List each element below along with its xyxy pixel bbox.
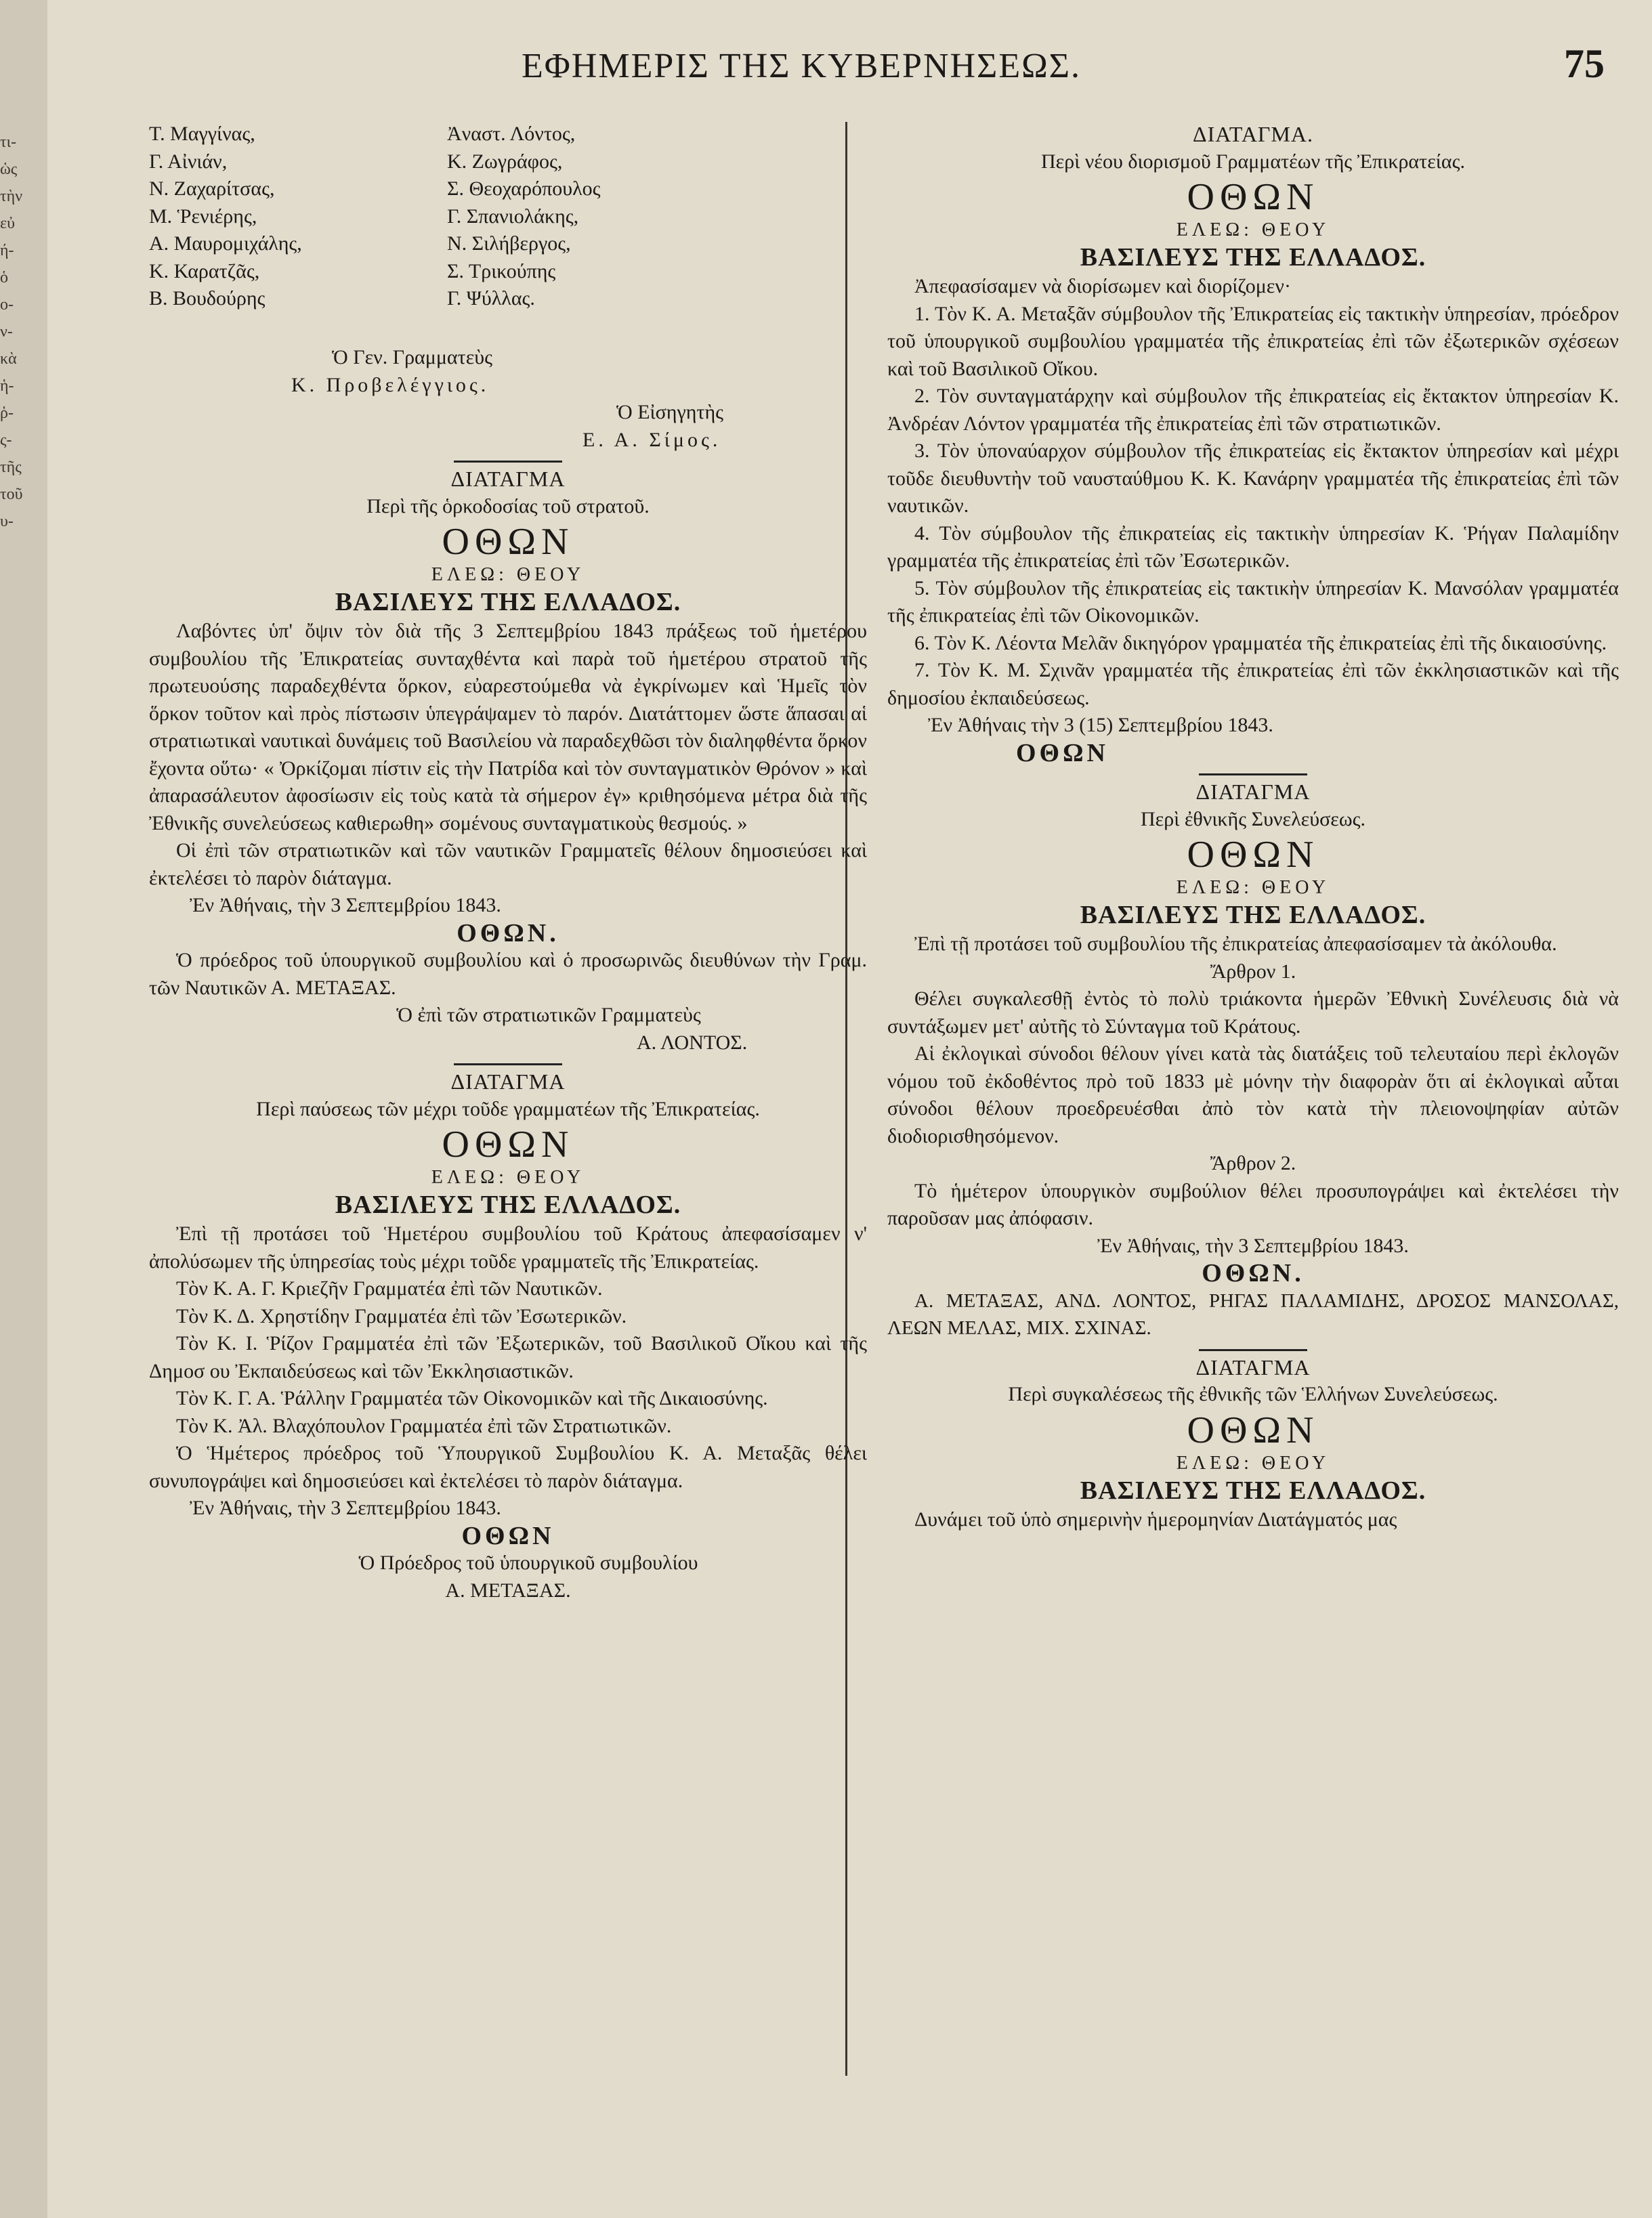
signatory: Α. Μαυρομιχάλης, xyxy=(149,232,302,255)
decree-subject: Περὶ συγκαλέσεως τῆς ἐθνικῆς τῶν Ἑλλήνων Συνελεύσεως. xyxy=(1008,1383,1498,1405)
signatory: Β. Βουδούρης xyxy=(149,287,266,310)
signatory: Κ. Καρατζᾶς, xyxy=(149,259,260,282)
decree-item: 7. Τὸν Κ. Μ. Σχινᾶν γραμματέα τῆς ἐπικρατείας ἐπὶ τῶν ἐκκλησιαστικῶν καὶ τῆς δημοσίου ἐκπαιδεύσεως. xyxy=(887,659,1619,709)
grace-of-god: ΕΛΕΩ: ΘΕΟΥ xyxy=(431,1167,585,1188)
section-rule xyxy=(454,461,562,463)
decree-item: 3. Τὸν ὑποναύαρχον σύμβουλον τῆς ἐπικρατείας εἰς ἔκτακτον ὑπηρεσίαν καὶ μέχρι τοῦδε διευθυντὴν τοῦ ναυσταύθμου Κ. Κ. Κανάρην γραμματέα τῆς ἐπικρατείας ἐπὶ τῶν ναυτικῶν. xyxy=(887,440,1619,517)
newspaper-page xyxy=(47,0,1652,2218)
signatory: Μ. Ῥενιέρης, xyxy=(149,205,257,228)
article-text: Αἱ ἐκλογικαὶ σύνοδοι θέλουν γίνει κατὰ τὰς διατάξεις τοῦ τελευταίου περὶ ἐκλογῶν νόμου τοῦ ἐκδοθέντος πρὸ τοῦ 1833 μὲ μόνην τὴν διαφορὰν ὅτι αἱ ἐκλογικαὶ αὗται σύνοδοι θέλουν προεδρευέσθαι ἀπὸ τὸν κατὰ τὴν πλειονοψηφίαν αὐτῶν διοδιορισθησόμενον. xyxy=(887,1042,1619,1147)
article-heading: Ἄρθρον 2. xyxy=(1210,1152,1296,1174)
decree-date: Ἐν Ἀθήναις, τὴν 3 Σεπτεμβρίου 1843. xyxy=(1097,1234,1409,1257)
grace-of-god: ΕΛΕΩ: ΘΕΟΥ xyxy=(431,564,585,585)
signatory: Κ. Ζωγράφος, xyxy=(447,150,563,173)
countersign-title: Ὁ Πρόεδρος τοῦ ὑπουργικοῦ συμβουλίου xyxy=(358,1552,698,1574)
royal-signature: ΟΘΩΝ. xyxy=(457,918,559,947)
royal-signature: ΟΘΩΝ xyxy=(1016,738,1109,767)
signatories-left xyxy=(149,121,406,313)
signatory: Ἀναστ. Λόντος, xyxy=(447,123,576,145)
signatory: Τ. Μαγγίνας, xyxy=(149,123,255,145)
countersign-title: Ὁ ἐπὶ τῶν στρατιωτικῶν Γραμματεὺς xyxy=(396,1004,701,1026)
decree-item: 6. Τὸν Κ. Λέοντα Μελᾶν δικηγόρον γραμματέα τῆς ἐπικρατείας ἐπὶ τῆς δικαιοσύνης. xyxy=(914,631,1607,654)
king-title: ΒΑΣΙΛΕΥΣ ΤΗΣ ΕΛΛΑΔΟΣ. xyxy=(1080,1476,1426,1505)
rapporteur-title: Ὁ Εἰσηγητὴς xyxy=(616,401,724,423)
king-name: ΟΘΩΝ xyxy=(1187,834,1319,876)
royal-signature: ΟΘΩΝ. xyxy=(1202,1259,1305,1287)
left-column xyxy=(149,121,867,1604)
grace-of-god: ΕΛΕΩ: ΘΕΟΥ xyxy=(1176,877,1330,898)
royal-signature: ΟΘΩΝ xyxy=(461,1521,555,1550)
section-rule xyxy=(1199,1349,1307,1351)
signatories-right xyxy=(447,121,718,313)
decree-heading: ΔΙΑΤΑΓΜΑ. xyxy=(1193,122,1313,146)
decree-intro: Ἐπὶ τῇ προτάσει τοῦ Ἡμετέρου συμβουλίου τοῦ Κράτους ἀπεφασίσαμεν ν' ἀπολύσωμεν τῆς ὑπηρεσίας τοὺς μέχρι τοῦδε γραμματεῖς τῆς Ἐπικρατείας. xyxy=(149,1222,867,1273)
decree-subject: Περὶ τῆς ὁρκοδοσίας τοῦ στρατοῦ. xyxy=(366,494,650,517)
decree-heading: ΔΙΑΤΑΓΜΑ xyxy=(1195,1355,1311,1380)
king-name: ΟΘΩΝ xyxy=(1187,176,1319,218)
decree-subject: Περὶ νέου διορισμοῦ Γραμματέων τῆς Ἐπικρατείας. xyxy=(1041,150,1465,173)
countersignature: Ὁ πρόεδρος τοῦ ὑπουργικοῦ συμβουλίου καὶ ὁ προσωρινῶς διευθύνων τὴν Γραμ. τῶν Ναυτικῶν Α. ΜΕΤΑΞΑΣ. xyxy=(149,949,867,999)
grace-of-god: ΕΛΕΩ: ΘΕΟΥ xyxy=(1176,1452,1330,1474)
king-name: ΟΘΩΝ xyxy=(442,521,574,563)
grace-of-god: ΕΛΕΩ: ΘΕΟΥ xyxy=(1176,219,1330,240)
article-text: Θέλει συγκαλεσθῇ ἐντὸς τὸ πολὺ τριάκοντα ἡμερῶν Ἐθνικὴ Συνέλευσις διὰ νὰ συντάξωμεν μετ' αὐτῆς τὸ Σύνταγμα τοῦ Κράτους. xyxy=(887,987,1619,1038)
rapporteur-name: Ε. Α. Σίμος. xyxy=(583,428,721,451)
countersign-name: Α. ΜΕΤΑΞΑΣ. xyxy=(445,1579,571,1602)
article-heading: Ἄρθρον 1. xyxy=(1210,960,1296,983)
king-title: ΒΑΣΙΛΕΥΣ ΤΗΣ ΕΛΛΑΔΟΣ. xyxy=(1080,243,1426,272)
right-column xyxy=(887,121,1619,1533)
section-rule xyxy=(454,1063,562,1065)
decree-item: 1. Τὸν Κ. Α. Μεταξᾶν σύμβουλον τῆς Ἐπικρατείας εἰς τακτικὴν ὑπηρεσίαν, πρόεδρον τοῦ ὑπουργικοῦ συμβουλίου γραμματέα τῆς ἐπικρατείας ἐπὶ τῶν ἐξωτερικῶν σχέσεων καὶ τοῦ Βασιλικοῦ Οἴκου. xyxy=(887,302,1619,380)
decree-execution: Ὁ Ἡμέτερος πρόεδρος τοῦ Ὑπουργικοῦ Συμβουλίου Κ. Α. Μεταξᾶς θέλει συνυπογράψει καὶ δημοσιεύσει καὶ ἐκτελέσει τὸ παρὸν διάταγμα. xyxy=(149,1442,867,1492)
gutter-text: τι- ὡς τὴν εὐ ή- ὁ ο- ν- κὰ ἡ- ῥ- ς- τῆς τοῦ υ- xyxy=(0,133,23,530)
decree-subject: Περὶ παύσεως τῶν μέχρι τοῦδε γραμματέων τῆς Ἐπικρατείας. xyxy=(256,1097,760,1120)
signatory: Ν. Σιλήβεργος, xyxy=(447,232,571,255)
king-title: ΒΑΣΙΛΕΥΣ ΤΗΣ ΕΛΛΑΔΟΣ. xyxy=(1080,901,1426,929)
decree-date: Ἐν Ἀθήναις τὴν 3 (15) Σεπτεμβρίου 1843. xyxy=(928,714,1273,736)
gen-secretary-name: Κ. Προβελέγγιος. xyxy=(291,373,490,396)
running-header xyxy=(47,41,1652,102)
signatory: Γ. Αἰνιάν, xyxy=(149,150,228,173)
decree-item: 2. Τὸν συνταγματάρχην καὶ σύμβουλον τῆς ἐπικρατείας εἰς ἔκτακτον ὑπηρεσίαν Κ. Ἀνδρέαν Λόντον γραμματέα τῆς ἐπικρατείας ἐπὶ τῶν στρατιωτικῶν. xyxy=(887,385,1619,435)
article-text: Τὸ ἡμέτερον ὑπουργικὸν συμβούλιον θέλει προσυπογράψει καὶ ἐκτελέσει τὴν παροῦσαν μας ἀπόφασιν. xyxy=(887,1179,1619,1229)
section-rule xyxy=(1199,773,1307,775)
decree-heading: ΔΙΑΤΑΓΜΑ xyxy=(450,1069,566,1094)
signatory: Σ. Θεοχαρόπουλος xyxy=(447,177,601,200)
signatories-block xyxy=(149,121,867,344)
signatory: Ν. Ζαχαρίτσας, xyxy=(149,177,275,200)
page-number: 75 xyxy=(1564,41,1605,86)
king-title: ΒΑΣΙΛΕΥΣ ΤΗΣ ΕΛΛΑΔΟΣ. xyxy=(335,588,681,616)
page-title: ΕΦΗΜΕΡΙΣ ΤΗΣ ΚΥΒΕΡΝΗΣΕΩΣ. xyxy=(522,47,1081,85)
decree-body: Λαβόντες ὑπ' ὄψιν τὸν διὰ τῆς 3 Σεπτεμβρίου 1843 πράξεως τοῦ ἡμετέρου συμβουλίου τῆς Ἐπικρατείας συνταχθέντα καὶ παρὰ τοῦ ἡμετέρου στρατοῦ τῆς πρωτευούσης παραδεχθέντα ὅρκον, εὐαρεστούμεθα νὰ ἐγκρίνωμεν καὶ Ἡμεῖς τὸν ὅρκον τοῦτον καὶ πρὸς πίστωσιν ὑπεγράψαμεν τὸ παρόν. Διατάττομεν ὥστε ἅπασαι αἱ στρατιωτικαὶ ναυτικαὶ δυνάμεις τοῦ Βασιλείου νὰ παραδεχθῶσι τὸν διαληφθέντα ὅρκον ἔχοντα οὕτω· « Ὀρκίζομαι πίστιν εἰς τὴν Πατρίδα καὶ τὸν συνταγματικὸν Θρόνον » καὶ ἀπαρασάλευτον ἀφοσίωσιν εἰς τοὺς κατὰ τὰ σήμερον ἐγ» κριθησόμενα μέτρα διὰ τῆς Ἐθνικῆς συνελεύσεως καθιερωθη» σομένους συνταγματικοὺς θεσμούς. » xyxy=(149,620,867,834)
decree-item: 4. Τὸν σύμβουλον τῆς ἐπικρατείας εἰς τακτικὴν ὑπηρεσίαν Κ. Ῥήγαν Παλαμίδην γραμματέα τῆς ἐπικρατείας ἐπὶ τῶν Ἐσωτερικῶν. xyxy=(887,521,1619,572)
decree-heading: ΔΙΑΤΑΓΜΑ xyxy=(1195,780,1311,804)
decree-date: Ἐν Ἀθήναις, τὴν 3 Σεπτεμβρίου 1843. xyxy=(190,1497,501,1519)
king-name: ΟΘΩΝ xyxy=(442,1124,574,1166)
decree-item: 5. Τὸν σύμβουλον τῆς ἐπικρατείας εἰς τακτικὴν ὑπηρεσίαν Κ. Μανσόλαν γραμματέα τῆς ἐπικρατείας ἐπὶ τῶν Οἰκονομικῶν. xyxy=(887,576,1619,626)
countersign-name: Α. ΛΟΝΤΟΣ. xyxy=(637,1031,748,1054)
decree-item: Τὸν Κ. Δ. Χρηστίδην Γραμματέα ἐπὶ τῶν Ἐσωτερικῶν. xyxy=(176,1304,627,1327)
gen-secretary-title: Ὁ Γεν. Γραμματεὺς xyxy=(332,346,493,368)
signatory: Γ. Ψύλλας. xyxy=(447,287,535,310)
decree-date: Ἐν Ἀθήναις, τὴν 3 Σεπτεμβρίου 1843. xyxy=(190,894,501,916)
decree-heading: ΔΙΑΤΑΓΜΑ xyxy=(450,467,566,491)
ministers-signatures: Α. ΜΕΤΑΞΑΣ, ΑΝΔ. ΛΟΝΤΟΣ, ΡΗΓΑΣ ΠΑΛΑΜΙΔΗΣ, ΔΡΟΣΟΣ ΜΑΝΣΟΛΑΣ, ΛΕΩΝ ΜΕΛΑΣ, ΜΙΧ. ΣΧΙΝΑΣ. xyxy=(887,1289,1619,1339)
signatory: Σ. Τρικούπης xyxy=(447,259,556,282)
decree-intro: Ἐπὶ τῇ προτάσει τοῦ συμβουλίου τῆς ἐπικρατείας ἀπεφασίσαμεν τὰ ἀκόλουθα. xyxy=(914,933,1557,955)
decree-execution: Οἱ ἐπὶ τῶν στρατιωτικῶν καὶ τῶν ναυτικῶν Γραμματεῖς θέλουν δημοσιεύσει καὶ ἐκτελέσει τὸ παρὸν διάταγμα. xyxy=(149,839,867,889)
decree-item: Τὸν Κ. Ἀλ. Βλαχόπουλον Γραμματέα ἐπὶ τῶν Στρατιωτικῶν. xyxy=(176,1414,672,1437)
decree-body: Δυνάμει τοῦ ὑπὸ σημερινὴν ἡμερομηνίαν Διατάγματός μας xyxy=(914,1508,1397,1531)
decree-subject: Περὶ ἐθνικῆς Συνελεύσεως. xyxy=(1141,807,1365,830)
king-title: ΒΑΣΙΛΕΥΣ ΤΗΣ ΕΛΛΑΔΟΣ. xyxy=(335,1191,681,1219)
decree-intro: Ἀπεφασίσαμεν νὰ διορίσωμεν καὶ διορίζομεν· xyxy=(914,275,1291,297)
decree-item: Τὸν Κ. Γ. Α. Ῥάλλην Γραμματέα τῶν Οἰκονομικῶν καὶ τῆς Δικαιοσύνης. xyxy=(176,1387,768,1409)
decree-item: Τὸν Κ. Ι. Ῥίζον Γραμματέα ἐπὶ τῶν Ἐξωτερικῶν, τοῦ Βασιλικοῦ Οἴκου καὶ τῆς Δημοσ ου Ἐκπαιδεύσεως καὶ τῶν Ἐκκλησιαστικῶν. xyxy=(149,1332,867,1382)
signatory: Γ. Σπανιολάκης, xyxy=(447,205,579,228)
facing-page-gutter xyxy=(0,0,49,2218)
king-name: ΟΘΩΝ xyxy=(1187,1409,1319,1451)
decree-item: Τὸν Κ. Α. Γ. Κριεζῆν Γραμματέα ἐπὶ τῶν Ναυτικῶν. xyxy=(176,1277,603,1300)
